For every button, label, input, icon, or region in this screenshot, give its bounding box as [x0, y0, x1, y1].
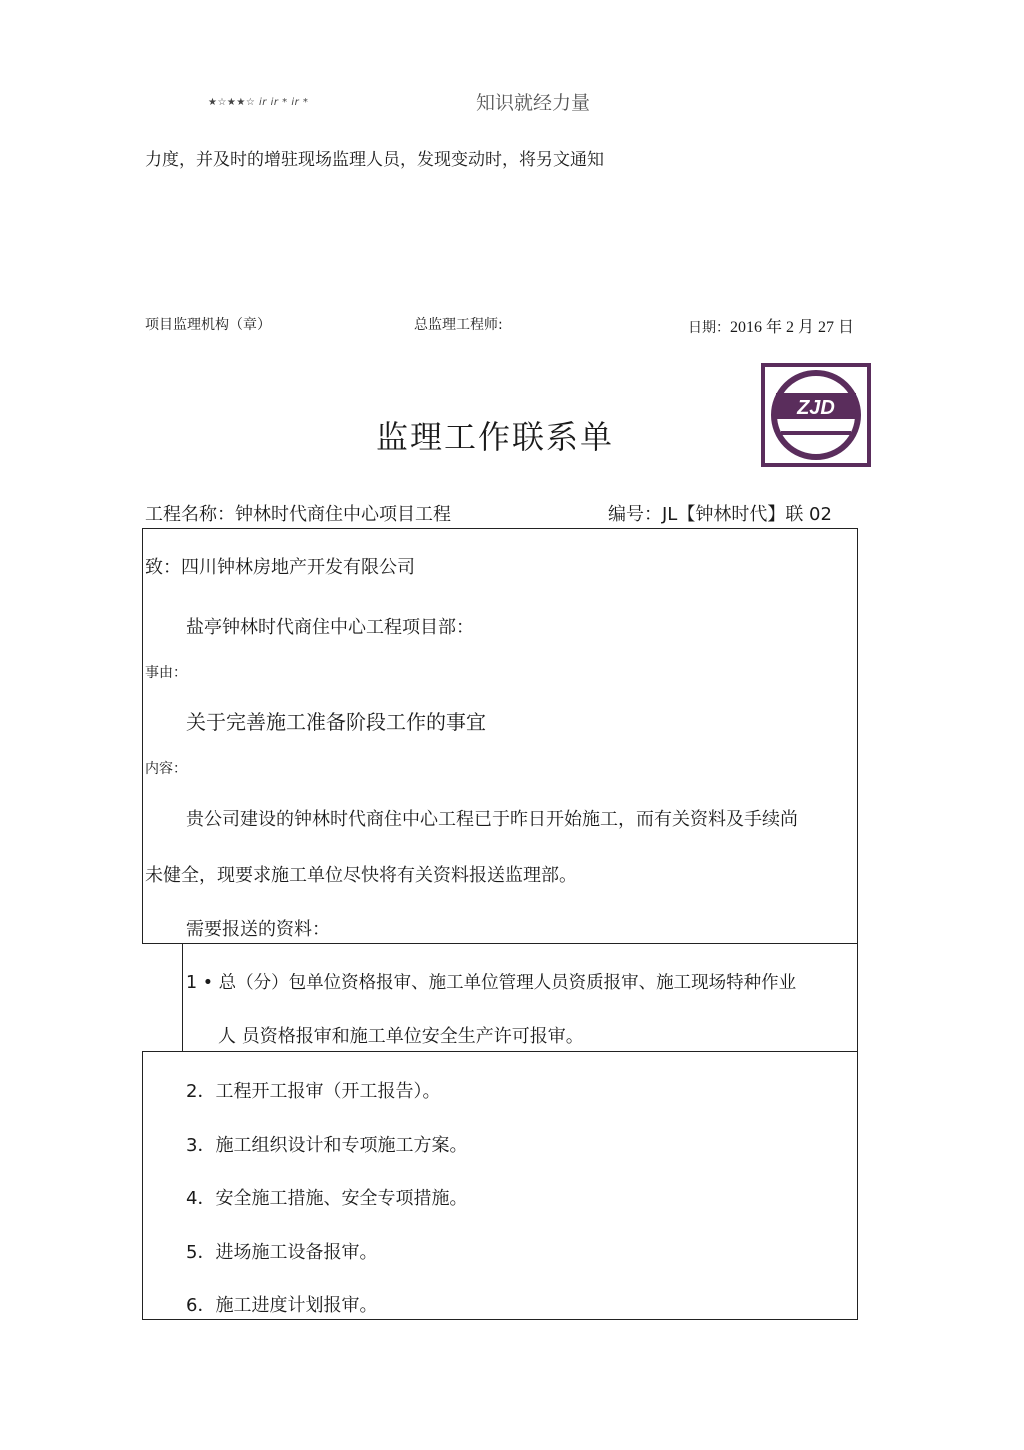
reason-text: 关于完善施工准备阶段工作的事宜	[186, 710, 486, 734]
list-item: 5．进场施工设备报审。	[186, 1242, 378, 1263]
project-name: 工程名称：钟林时代商住中心项目工程	[145, 504, 451, 525]
content-label: 内容：	[145, 761, 187, 777]
content-line-2: 未健全，现要求施工单位尽快将有关资料报送监理部。	[145, 865, 577, 886]
recipient: 盐亭钟林时代商住中心工程项目部：	[186, 617, 474, 638]
required-label: 需要报送的资料：	[186, 919, 330, 940]
reason-label: 事由：	[145, 665, 187, 681]
date-field	[688, 314, 854, 337]
continuation-text: 力度，并及时的增驻现场监理人员，发现变动时，将另文通知	[145, 150, 604, 170]
item-1-line-1: 1 • 总（分）包单位资格报审、施工单位管理人员资质报审、施工现场特种作业	[186, 973, 797, 993]
zjd-logo-icon	[761, 363, 871, 467]
form-number: 编号：JL【钟林时代】联 02	[608, 504, 832, 525]
engineer-label: 总监理工程师:	[414, 317, 503, 333]
addressee: 致：四川钟林房地产开发有限公司	[145, 557, 415, 578]
item-1-line-2: 人 员资格报审和施工单位安全生产许可报审。	[218, 1026, 584, 1047]
stamp-text: ZJD	[797, 397, 835, 419]
org-label: 项目监理机构（章）	[145, 317, 271, 333]
header-mark: ★☆★★☆ ir ir * ir *	[208, 97, 309, 108]
header-tagline: 知识就经力量	[476, 92, 591, 114]
list-item: 3．施工组织设计和专项施工方案。	[186, 1135, 468, 1156]
list-item: 2．工程开工报审（开工报告）。	[186, 1081, 441, 1102]
list-item: 4．安全施工措施、安全专项措施。	[186, 1188, 468, 1209]
date-value: 2016 年 2 月 27 日	[730, 319, 855, 336]
list-item: 6．施工进度计划报审。	[186, 1295, 378, 1316]
form-title: 监理工作联系单	[376, 418, 615, 456]
date-label: 日期：	[688, 320, 730, 336]
content-line-1: 贵公司建设的钟林时代商住中心工程已于昨日开始施工，而有关资料及手续尚	[186, 809, 798, 830]
